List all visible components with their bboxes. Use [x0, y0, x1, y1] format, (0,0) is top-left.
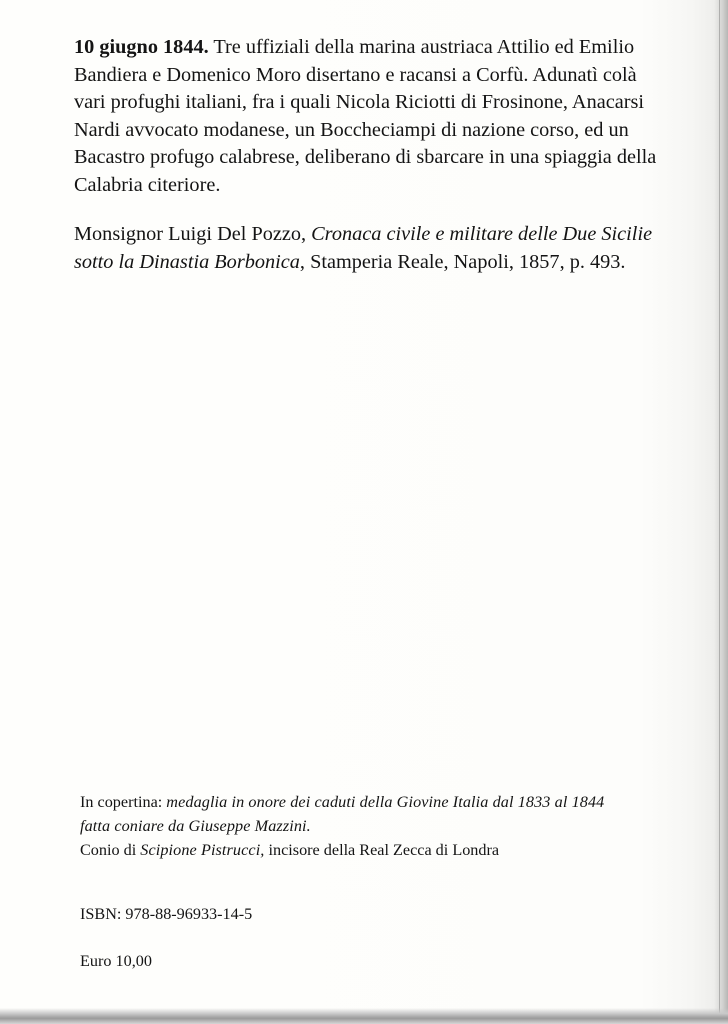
citation-title-line-1: Cronaca civile e militare delle Due Sicilie [311, 223, 653, 245]
citation-publisher: , Stamperia Reale, Napoli, 1857, p. 493. [299, 250, 626, 273]
page-edge-shadow-right [714, 0, 728, 1024]
entry-line-5: Bacastro profugo calabrese, deliberano di sbarcare in una spiaggia della [74, 146, 657, 168]
citation-title-line-2: sotto la Dinastia Borbonica [74, 250, 300, 273]
conio-prefix: Conio di [80, 841, 141, 859]
price-text: Euro 10,00 [80, 952, 152, 970]
page-edge-shadow-bottom [0, 1008, 728, 1024]
entry-line-3: vari profughi italiani, fra i quali Nicola Riciotti di Frosinone, Anacarsi [74, 91, 644, 113]
citation-paragraph [74, 221, 674, 276]
historical-entry-block [74, 34, 674, 276]
cover-label: In copertina: [80, 793, 167, 811]
entry-line-6: Calabria citeriore. [74, 173, 221, 196]
page-edge-line [719, 0, 720, 1024]
entry-date: 10 giugno 1844. [74, 36, 209, 58]
cover-credit-line [80, 790, 660, 862]
isbn-text: ISBN: 978-88-96933-14-5 [80, 905, 253, 923]
entry-line-4: Nardi avvocato modanese, un Boccheciampi di nazione corso, ed un [74, 118, 629, 141]
cover-credits-block [80, 790, 660, 862]
cover-description-line-1: medaglia in onore dei caduti della Giovine Italia dal 1833 al 1844 [166, 793, 605, 811]
entry-line-1: Tre uffiziali della marina austriaca Attilio ed Emilio [208, 36, 635, 58]
historical-entry-paragraph [74, 34, 674, 199]
entry-line-2: Bandiera e Domenico Moro disertano e racansi a Corfù. Adunatì colà [74, 63, 637, 86]
conio-engraver-name: Scipione Pistrucci, [140, 841, 265, 859]
cover-description-line-2: fatta coniare da Giuseppe Mazzini. [80, 817, 311, 835]
citation-author: Monsignor Luigi Del Pozzo, [74, 223, 312, 245]
conio-suffix: incisore della Real Zecca di Londra [264, 841, 500, 859]
